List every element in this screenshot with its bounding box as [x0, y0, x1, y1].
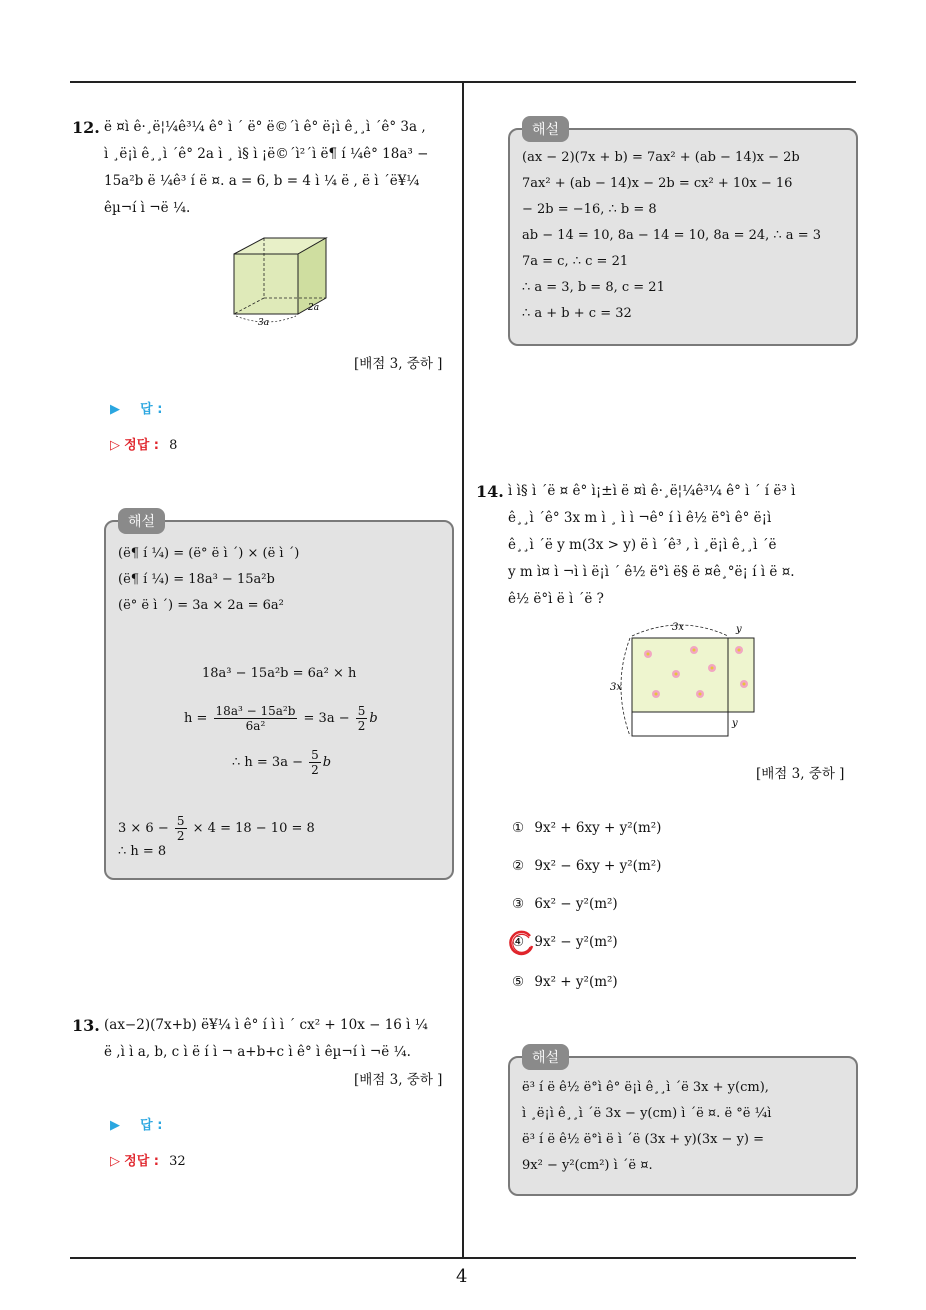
choice-text: 9x² + 6xy + y²(m²): [534, 820, 662, 836]
solution-line: − 2b = −16, ∴ b = 8: [522, 202, 657, 217]
question-text-line: 15a²b ë ¼ê³ í ë ¤. a = 6, b = 4 ì ¼ ë , ë ì ´ë¥¼: [104, 173, 420, 189]
solution-line-therefore: ∴ h = 3a − $\frac{5}{2}$ b: [232, 748, 332, 777]
choice-text: 9x² + y²(m²): [534, 974, 618, 990]
answer-label: 답 :: [140, 1118, 163, 1133]
solution-line: (ë¶ í ¼) = 18a³ − 15a²b: [118, 572, 275, 587]
correct-label: 정답 :: [124, 438, 159, 453]
correct-row-q12: [110, 434, 177, 453]
question-number: 13.: [72, 1016, 100, 1035]
choice-text: 9x² − 6xy + y²(m²): [534, 858, 662, 874]
solution-line: 9x² − y²(cm²) ì ´ë ¤.: [522, 1158, 653, 1173]
cuboid-figure: [228, 234, 340, 328]
solution-line: 7a = c, ∴ c = 21: [522, 254, 629, 269]
question-text-line: ì ¸ë¡ì ê¸¸ì ´ê° 2a ì ¸ ì§ ì ¡ë©´ì²´ì ë¶ í ¼ê° 18a³ −: [104, 146, 429, 162]
question-text-line: ì ì§ ì ´ë ¤ ê° ì¡±ì ë ¤ì ê·¸ë¦¼ê³¼ ê° ì ´ í ë³ ì: [508, 483, 796, 499]
answer-label: 답 :: [140, 402, 163, 417]
outline-triangle-icon: ▷: [110, 1154, 120, 1169]
solution-line: ∴ a = 3, b = 8, c = 21: [522, 280, 665, 295]
solution-line: (ë° ë ì ´) = 3a × 2a = 6a²: [118, 598, 284, 613]
depth-label: 2a: [308, 303, 320, 313]
solution-line: (ax − 2)(7x + b) = 7ax² + (ab − 14)x − 2b: [522, 150, 800, 165]
solution-line: ì ¸ë¡ì ê¸¸ì ´ë 3x − y(cm) ì ´ë ¤. ë °ë ¼ì: [522, 1106, 772, 1121]
question-12: [72, 114, 456, 222]
question-text-line: ê¸¸ì ´ê° 3x m ì ¸ ì ì ¬ê° í ì ê½ ë°ì ê° ë¡ì: [508, 510, 772, 526]
question-text-line: ê¸¸ì ´ë y m(3x > y) ë ì ´ê³ , ì ¸ë¡ì ê¸¸ì ´ë: [508, 537, 777, 553]
choice-5[interactable]: [512, 974, 618, 990]
solution-box-q14: [508, 1056, 858, 1196]
solution-line: 18a³ − 15a²b = 6a² × h: [202, 666, 357, 681]
choice-mark: ③: [512, 896, 525, 912]
page-number: 4: [456, 1266, 468, 1287]
choice-text: 9x² − y²(m²): [534, 934, 618, 950]
choice-mark: ②: [512, 858, 525, 874]
question-text-line: (ax−2)(7x+b) ë¥¼ ì ê° í ì ì ´ cx² + 10x − 16 ì ¼: [104, 1017, 428, 1033]
bottom-rule: [70, 1257, 856, 1259]
score-q14: [배점 3, 중하 ]: [756, 766, 845, 782]
correct-row-q13: [110, 1150, 186, 1169]
question-text-line: êµ¬í ì ¬ë ¼.: [104, 200, 191, 216]
solution-box-q12: [104, 520, 454, 880]
fraction: $\frac{5}{2}$: [357, 704, 366, 733]
left-label: 3x: [610, 682, 623, 693]
choice-mark: ④: [512, 934, 525, 950]
top-label: 3x: [672, 622, 685, 633]
solution-tag-q13: 해설: [522, 116, 569, 142]
choice-mark: ⑤: [512, 974, 525, 990]
correct-value: 8: [169, 438, 178, 453]
solution-line-calc: 3 × 6 − $\frac{5}{2}$ × 4 = 18 − 10 = 8: [118, 814, 315, 843]
solution-line: (ë¶ í ¼) = (ë° ë ì ´) × (ë ì ´): [118, 546, 300, 561]
right-top-label: y: [736, 624, 742, 635]
choice-text: 6x² − y²(m²): [534, 896, 618, 912]
play-icon: ▶: [110, 1118, 120, 1133]
choice-3[interactable]: [512, 896, 618, 912]
question-14: [476, 478, 860, 613]
flower-garden-figure: [608, 618, 760, 740]
solution-line: ∴ a + b + c = 32: [522, 306, 632, 321]
solution-tag-q12: 해설: [118, 508, 165, 534]
fraction: $\frac{5}{2}$: [176, 814, 185, 843]
outline-triangle-icon: ▷: [110, 438, 120, 453]
solution-line: ab − 14 = 10, 8a − 14 = 10, 8a = 24, ∴ a = 3: [522, 228, 821, 243]
column-divider: [462, 81, 464, 1259]
selected-circle-icon: [506, 928, 536, 958]
choice-mark: ①: [512, 820, 525, 836]
choice-2[interactable]: [512, 858, 661, 874]
question-number: 14.: [476, 482, 504, 501]
solution-box-q13: [508, 128, 858, 346]
question-text-line: ê½ ë°ì ë ì ´ë ?: [508, 591, 604, 607]
width-label: 3a: [258, 318, 270, 328]
question-text-line: y m ì¤ ì ¬ì ì ë¡ì ´ ê½ ë°ì ë§ ë ¤ê¸°ë¡ í ì ë ¤.: [508, 564, 795, 580]
solution-line: ∴ h = 8: [118, 844, 167, 859]
right-bottom-label: y: [732, 718, 738, 729]
question-13: [72, 1012, 456, 1066]
question-text-line: ë ,ì ì a, b, c ì ë í ì ¬ a+b+c ì ê° ì êµ¬í ì ¬ë ¼.: [104, 1044, 411, 1060]
fraction: $\frac{\text{18a³ − 15a²b}}{\text{6a²}}$: [215, 704, 296, 733]
answer-row-q13: [110, 1114, 162, 1133]
solution-line-h: h = $\frac{\text{18a³ − 15a²b}}{\text{6a²}}$ = 3a − $\frac{5}{2}$ b: [184, 704, 378, 733]
score-q12: [배점 3, 중하 ]: [354, 356, 443, 372]
solution-tag-q14: 해설: [522, 1044, 569, 1070]
score-q13: [배점 3, 중하 ]: [354, 1072, 443, 1088]
question-text-line: ë ¤ì ê·¸ë¦¼ê³¼ ê° ì ´ ë° ë©´ì ê° ë¡ì ê¸¸ì ´ê° 3a ,: [104, 119, 426, 135]
solution-line: ë³ í ë ê½ ë°ì ê° ë¡ì ê¸¸ì ´ë 3x + y(cm),: [522, 1080, 769, 1095]
play-icon: ▶: [110, 402, 120, 417]
solution-line: 7ax² + (ab − 14)x − 2b = cx² + 10x − 16: [522, 176, 793, 191]
correct-value: 32: [169, 1154, 186, 1169]
solution-line: ë³ í ë ê½ ë°ì ë ì ´ë (3x + y)(3x − y) =: [522, 1132, 765, 1147]
question-number: 12.: [72, 118, 100, 137]
choice-1[interactable]: [512, 820, 661, 836]
fraction: $\frac{5}{2}$: [311, 748, 319, 777]
correct-label: 정답 :: [124, 1154, 159, 1169]
answer-row-q12: [110, 398, 162, 417]
